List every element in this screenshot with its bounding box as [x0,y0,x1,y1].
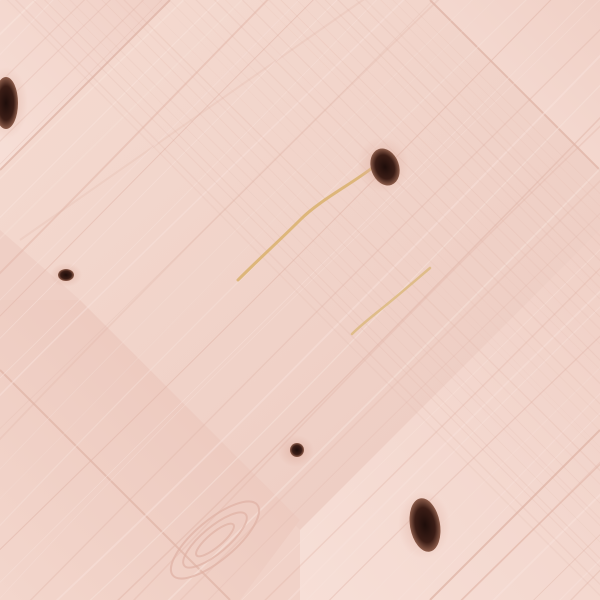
knot-center-top [357,137,409,193]
knot-center-small [278,435,314,467]
knot-left-small [50,263,82,287]
knot-bottom [398,491,450,559]
